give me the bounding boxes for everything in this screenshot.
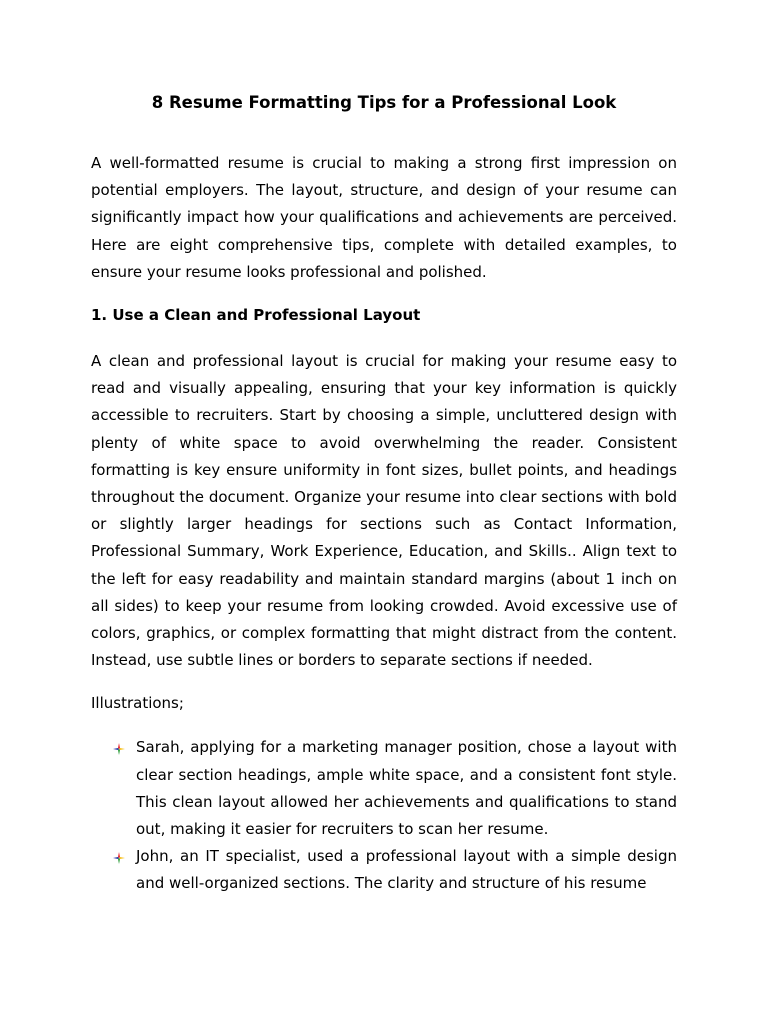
bullet-text: Sarah, applying for a marketing manager position, chose a layout with clear section headings, ample white space, and a consistent font style. This clean layout allowed her achievements and qualifications to stand out, making it easier for recruiters to scan her resume.: [136, 738, 677, 839]
document-title: 8 Resume Formatting Tips for a Professional Look: [151, 93, 617, 112]
list-item: [91, 843, 677, 897]
intro-paragraph: A well-formatted resume is crucial to making a strong first impression on potential employers. The layout, structure, and design of your resume can significantly impact how your qualifications and achievements are perceived. Here are eight comprehensive tips, complete with detailed examples, to ensure your resume looks professional and polished.: [91, 154, 677, 281]
illustrations-list: [91, 734, 677, 897]
section-1-heading: 1. Use a Clean and Professional Layout: [91, 306, 421, 325]
illustrations-label: Illustrations;: [91, 694, 184, 713]
four-color-diamond-bullet-icon: [113, 743, 125, 755]
list-item: [91, 734, 677, 843]
document-content: [91, 92, 677, 898]
bullet-text: John, an IT specialist, used a professional layout with a simple design and well-organized sections. The clarity and structure of his resume: [136, 847, 677, 893]
four-color-diamond-bullet-icon: [113, 852, 125, 864]
section-1-body: A clean and professional layout is crucial for making your resume easy to read and visually appealing, ensuring that your key information is quickly accessible to recruiters. Start by choosing a simple, uncluttered design with plenty of white space to avoid overwhelming the reader. Consistent formatting is key ensure uniformity in font sizes, bullet points, and headings throughout the document. Organize your resume into clear sections with bold or slightly larger headings for sections such as Contact Information, Professional Summary, Work Experience, Education, and Skills.. Align text to the left for easy readability and maintain standard margins (about 1 inch on all sides) to keep your resume from looking crowded. Avoid excessive use of colors, graphics, or complex formatting that might distract from the content. Instead, use subtle lines or borders to separate sections if needed.: [91, 352, 677, 670]
